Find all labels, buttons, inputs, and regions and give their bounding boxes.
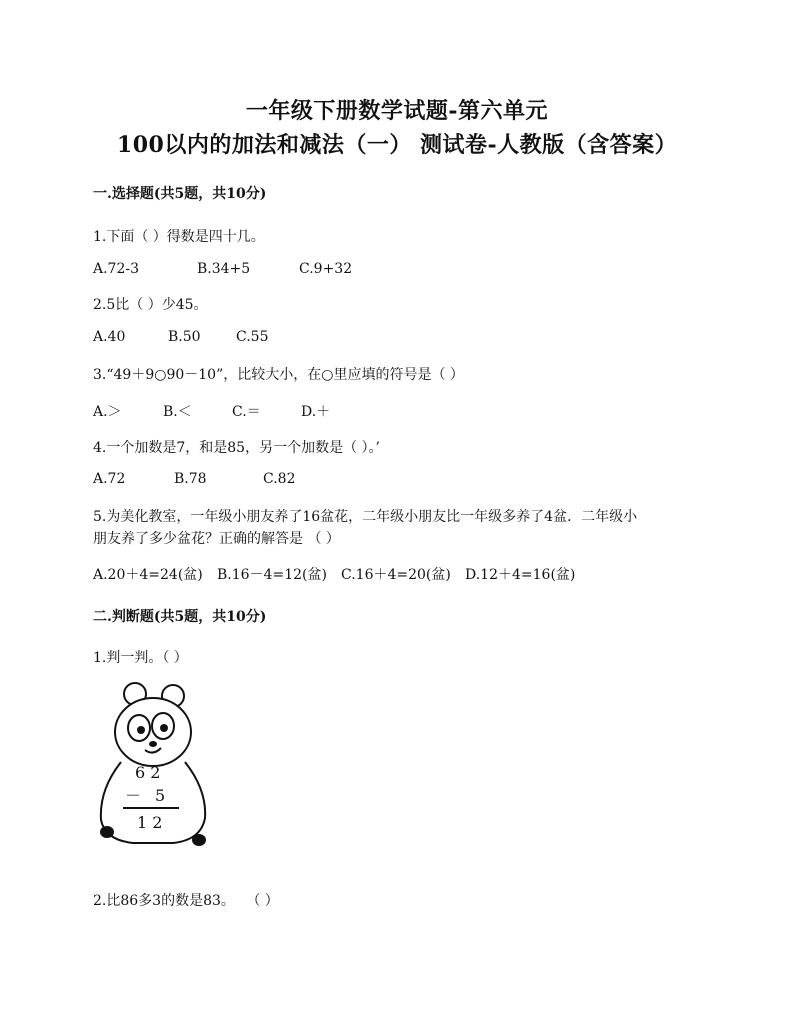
judgement-2-stem: 2.比86多3的数是83。 （ ）: [93, 893, 279, 909]
judgement-1-stem: 1.判一判。（ ）: [93, 650, 188, 666]
question-3-options: [93, 401, 330, 421]
option-c: C.55: [236, 329, 269, 345]
question-5-stem-line-2: 朋友养了多少盆花？正确的解答是 （ ）: [93, 531, 340, 547]
title-line-2: 100以内的加法和减法（一） 测试卷-人教版（含答案）: [116, 132, 678, 158]
option-b: B.＜: [163, 404, 192, 420]
question-1-stem: 1.下面（ ）得数是四十几。: [93, 229, 265, 245]
option-a: A.40: [93, 329, 126, 345]
option-a: A.＞: [93, 404, 122, 420]
option-a: A.20＋4=24(盆): [93, 567, 203, 583]
question-5-options: [93, 564, 575, 584]
subtrahend-text: 5: [155, 786, 166, 805]
option-c: C.9+32: [299, 261, 353, 277]
option-a: A.72: [93, 471, 126, 487]
question-2-stem: 2.5比（ ）少45。: [93, 297, 208, 313]
panda-right-pupil: [160, 724, 168, 732]
title-line-1: 一年级下册数学试题-第六单元: [245, 98, 549, 124]
option-a: A.72-3: [93, 261, 140, 277]
panda-drawing: [93, 680, 213, 855]
option-b: B.78: [174, 471, 207, 487]
option-b: B.50: [168, 329, 201, 345]
question-1-options: [93, 261, 352, 277]
question-5-stem-line-1: 5.为美化教室，一年级小朋友养了16盆花，二年级小朋友比一年级多养了4盆．二年级小: [93, 509, 638, 525]
option-b: B.16－4=12(盆): [217, 567, 327, 583]
section-2-heading: 二.判断题(共5题，共10分): [93, 609, 267, 625]
panda-left-pupil: [137, 726, 145, 734]
panda-left-foot: [100, 826, 114, 838]
question-4-stem: 4.一个加数是7，和是85，另一个加数是（ ）。’: [93, 440, 380, 456]
panda-nose: [149, 741, 157, 747]
option-d: D.＋: [301, 404, 331, 420]
minuend-text: 6 2: [135, 763, 161, 782]
question-3-stem: 3.“49＋9○90－10”，比较大小，在○里应填的符号是（ ）: [93, 367, 464, 383]
section-1-heading: 一.选择题(共5题，共10分): [93, 186, 267, 202]
panda-figure: [93, 680, 213, 855]
option-c: C.16＋4=20(盆): [341, 567, 451, 583]
option-b: B.34+5: [197, 261, 251, 277]
question-2-options: [93, 329, 268, 345]
minus-sign: －: [125, 786, 142, 805]
option-d: D.12＋4=16(盆): [465, 567, 576, 583]
option-c: C.82: [263, 471, 296, 487]
panda-right-foot: [192, 834, 206, 846]
option-c: C.＝: [232, 404, 261, 420]
result-text: 1 2: [137, 813, 163, 832]
question-4-options: [93, 471, 295, 487]
